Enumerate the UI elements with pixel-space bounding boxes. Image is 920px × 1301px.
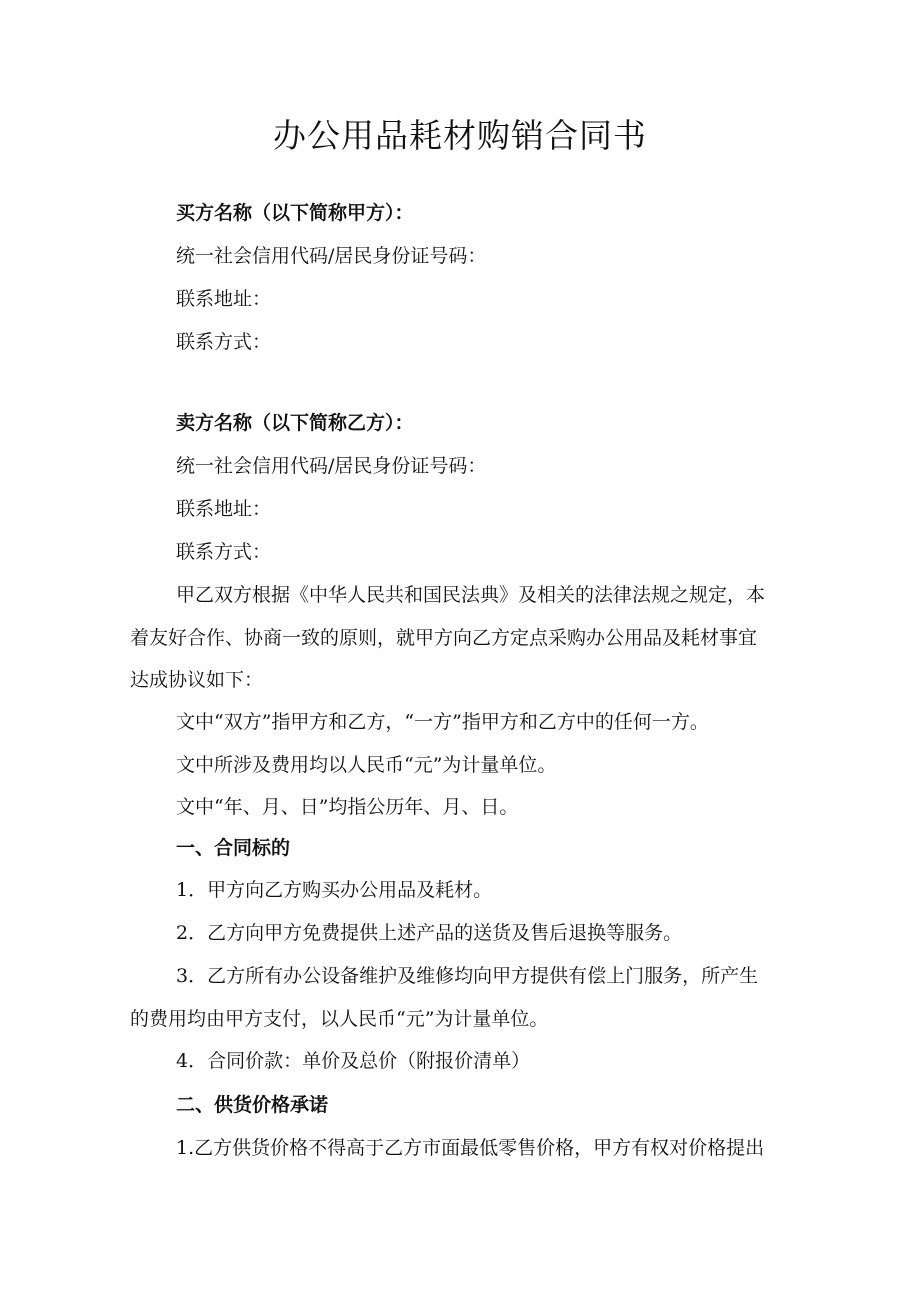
definition-2: 文中所涉及费用均以人民币“元”为计量单位。 <box>176 754 557 776</box>
section-1-item-3-line-1: 3．乙方所有办公设备维护及维修均向甲方提供有偿上门服务，所产生 <box>176 965 759 987</box>
document-title: 办公用品耗材购销合同书 <box>273 116 647 155</box>
seller-address: 联系地址： <box>176 498 272 520</box>
section-2-heading: 二、供货价格承诺 <box>176 1094 329 1116</box>
buyer-heading: 买方名称（以下简称甲方）： <box>176 202 414 224</box>
buyer-address: 联系地址： <box>176 288 272 310</box>
section-1-item-1: 1．甲方向乙方购买办公用品及耗材。 <box>176 879 493 901</box>
seller-contact: 联系方式： <box>176 541 272 563</box>
section-1-item-2: 2．乙方向甲方免费提供上述产品的送货及售后退换等服务。 <box>176 922 683 944</box>
section-2-item-1: 1.乙方供货价格不得高于乙方市面最低零售价格，甲方有权对价格提出 <box>176 1137 765 1159</box>
buyer-contact: 联系方式： <box>176 331 272 353</box>
intro-line-1: 甲乙双方根据《中华人民共和国民法典》及相关的法律法规之规定，本 <box>176 584 766 606</box>
seller-credit-code: 统一社会信用代码/居民身份证号码： <box>176 455 487 477</box>
intro-line-3: 达成协议如下： <box>130 669 264 691</box>
section-1-heading: 一、合同标的 <box>176 837 291 859</box>
buyer-credit-code: 统一社会信用代码/居民身份证号码： <box>176 245 487 267</box>
seller-heading: 卖方名称（以下简称乙方）： <box>176 412 414 434</box>
section-1-item-4: 4．合同价款：单价及总价（附报价清单） <box>176 1050 531 1072</box>
definition-1: 文中“双方”指甲方和乙方，“一方”指甲方和乙方中的任何一方。 <box>176 711 709 733</box>
intro-line-2: 着友好合作、协商一致的原则，就甲方向乙方定点采购办公用品及耗材事宜 <box>130 627 758 649</box>
definition-3: 文中“年、月、日”均指公历年、月、日。 <box>176 796 519 818</box>
section-1-item-3-line-2: 的费用均由甲方支付，以人民币“元”为计量单位。 <box>130 1008 549 1030</box>
